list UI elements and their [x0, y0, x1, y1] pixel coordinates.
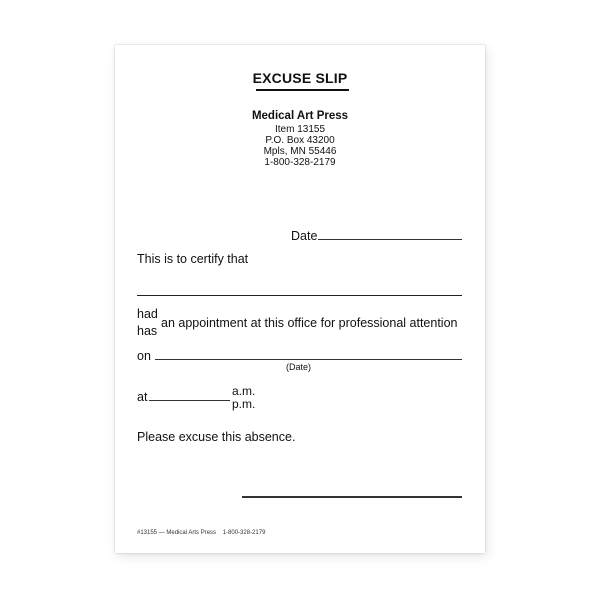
has-option[interactable]: has [137, 324, 158, 338]
publisher-po-box: P.O. Box 43200 [265, 135, 335, 146]
date-label: Date [291, 229, 318, 243]
publisher-name: Medical Art Press [251, 110, 349, 122]
form-title: EXCUSE SLIP [252, 70, 348, 86]
publisher-city: Mpls, MN 55446 [263, 146, 337, 157]
excuse-text: Please excuse this absence. [137, 430, 296, 444]
on-label: on [137, 349, 151, 363]
am-option[interactable]: a.m. [232, 384, 256, 398]
publisher-item: Item 13155 [274, 124, 326, 135]
date-field[interactable] [318, 239, 462, 240]
form-footer: #13155 — Medical Arts Press 1-800-328-2179 [137, 530, 266, 536]
excuse-slip-form [115, 45, 485, 553]
at-label: at [137, 390, 148, 404]
appointment-date-field[interactable] [155, 359, 462, 360]
patient-name-field[interactable] [137, 295, 462, 296]
date-caption: (Date) [286, 362, 312, 372]
appointment-text: an appointment at this office for professional attention [161, 316, 458, 330]
publisher-phone: 1-800-328-2179 [264, 157, 336, 168]
certify-text: This is to certify that [137, 252, 249, 266]
had-option[interactable]: had [137, 307, 158, 321]
title-underline [256, 89, 349, 91]
pm-option[interactable]: p.m. [232, 397, 256, 411]
time-field[interactable] [149, 400, 230, 401]
signature-field[interactable] [242, 496, 462, 498]
